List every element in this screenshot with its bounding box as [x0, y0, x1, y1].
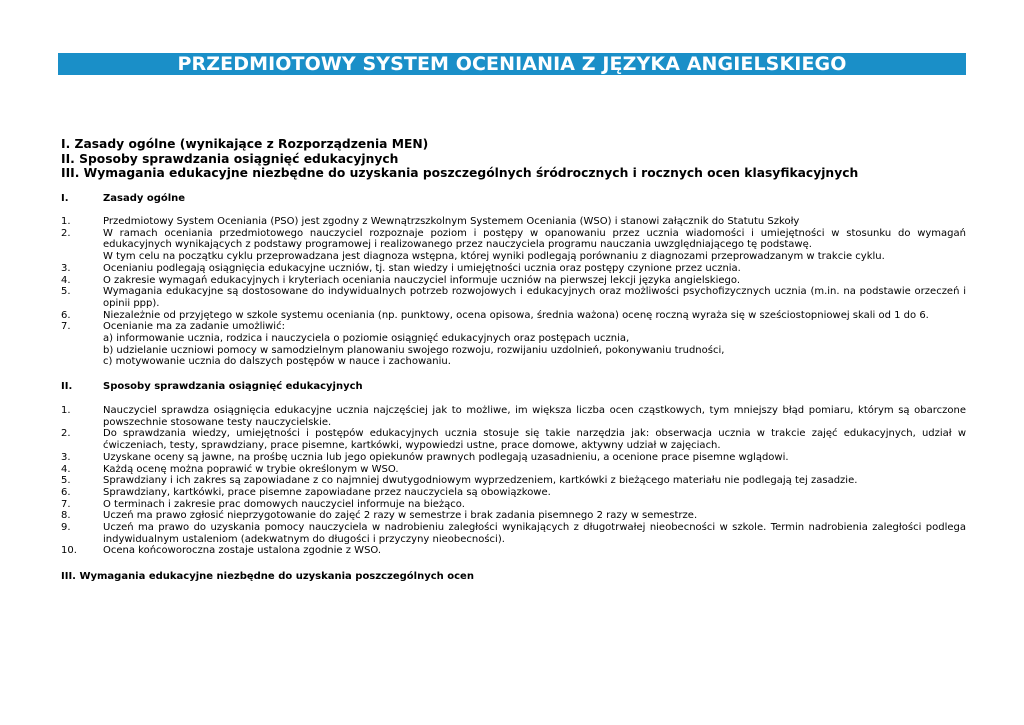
section-1-list	[61, 216, 966, 368]
list-item-number: 7.	[61, 321, 71, 333]
list-item-text	[103, 522, 966, 545]
list-item-text	[103, 510, 966, 522]
list-item	[61, 321, 966, 368]
list-item	[61, 428, 966, 451]
section-1-heading	[61, 193, 185, 205]
list-item-text	[103, 405, 966, 428]
list-item-line: Uczeń ma prawo do uzyskania pomocy nauczyciela w nadrobieniu zaległości wynikających z długotrwałej nieobecności w szkole. Termin nadrobienia zaległości podlega indywidualnym ustaleniom (adekwatnym do długości i przyczyny nieobecności).	[103, 522, 966, 545]
list-item-line: Ocenianiu podlegają osiągnięcia edukacyjne uczniów, tj. stan wiedzy i umiejętności ucznia oraz postępy czynione przez ucznia.	[103, 262, 741, 274]
list-item	[61, 545, 966, 557]
list-item-number: 5.	[61, 286, 71, 298]
list-item-line: W ramach oceniania przedmiotowego nauczyciel rozpoznaje poziom i postępy w opanowaniu przez ucznia wiadomości i umiejętności w stosunku do wymagań edukacyjnych wynikających z podstawy programowej i realizowanego przez nauczyciela programu nauczania uwzględniającego tę podstawę.	[103, 227, 966, 251]
list-item-line: O terminach i zakresie prac domowych nauczyciel informuje na bieżąco.	[103, 498, 465, 510]
list-item-number: 1.	[61, 216, 71, 227]
list-item-line: Sprawdziany i ich zakres są zapowiadane z co najmniej dwutygodniowym wyprzedzeniem, kartkówki z bieżącego materiału nie podlegają tej zasadzie.	[103, 475, 858, 487]
section-2-heading	[61, 381, 363, 393]
list-item	[61, 510, 966, 522]
list-item	[61, 286, 966, 309]
list-item-number: 8.	[61, 510, 71, 522]
list-item-number: 9.	[61, 522, 71, 534]
toc-item: I. Zasady ogólne (wynikające z Rozporządzenia MEN)	[61, 137, 429, 151]
list-item-number: 2.	[61, 428, 71, 440]
list-item	[61, 464, 966, 476]
list-item-text	[103, 545, 966, 557]
toc-item: III. Wymagania edukacyjne niezbędne do uzyskania poszczególnych śródrocznych i rocznych ocen klasyfikacyjnych	[61, 166, 859, 181]
list-item	[61, 499, 966, 511]
list-item	[61, 275, 966, 287]
list-item-text	[103, 428, 966, 451]
list-item	[61, 452, 966, 464]
list-item-line: Wymagania edukacyjne są dostosowane do indywidualnych potrzeb rozwojowych i edukacyjnych oraz możliwości psychofizycznych ucznia (m.in. na podstawie orzeczeń i opinii ppp).	[103, 286, 966, 309]
list-item	[61, 522, 966, 545]
section-1-number: I.	[61, 193, 69, 204]
list-item-text	[103, 321, 966, 368]
section-2-list	[61, 405, 966, 557]
list-item-line: c) motywowanie ucznia do dalszych postępów w nauce i zachowaniu.	[103, 356, 451, 368]
list-item-text	[103, 228, 966, 263]
list-item-line: Nauczyciel sprawdza osiągnięcia edukacyjne ucznia najczęściej jak to możliwe, im większa liczba ocen cząstkowych, tym mniejszy błąd pomiaru, którym są obarczone powszechnie stosowane testy nauczycielskie.	[103, 405, 966, 428]
list-item-number: 7.	[61, 498, 71, 510]
list-item	[61, 228, 966, 263]
section-2-title: Sposoby sprawdzania osiągnięć edukacyjnych	[103, 381, 363, 392]
list-item-line: Każdą ocenę można poprawić w trybie określonym w WSO.	[103, 463, 399, 475]
list-item-number: 3.	[61, 451, 71, 463]
list-item-line: Ocenianie ma za zadanie umożliwić:	[103, 321, 285, 333]
list-item-line: Ocena końcoworoczna zostaje ustalona zgodnie z WSO.	[103, 545, 382, 557]
list-item-text	[103, 487, 966, 499]
list-item-text	[103, 286, 966, 309]
section-1-title: Zasady ogólne	[103, 193, 186, 204]
list-item-text	[103, 310, 966, 322]
list-item-line: Sprawdziany, kartkówki, prace pisemne zapowiadane przez nauczyciela są obowiązkowe.	[103, 486, 551, 498]
list-item-text	[103, 275, 966, 287]
list-item-line: Uzyskane oceny są jawne, na prośbę ucznia lub jego opiekunów prawnych podlegają uzasadnieniu, a ocenione prace pisemne wglądowi.	[103, 451, 789, 463]
list-item-line: Niezależnie od przyjętego w szkole systemu oceniania (np. punktowy, ocena opisowa, średnia ważona) ocenę roczną wyraża się w sześciostopniowej skali od 1 do 6.	[103, 309, 929, 321]
section-3-heading: III. Wymagania edukacyjne niezbędne do uzyskania poszczególnych ocen	[61, 571, 474, 582]
list-item-text	[103, 263, 966, 275]
table-of-contents	[61, 137, 981, 181]
list-item-number: 2.	[61, 227, 71, 239]
section-2-number: II.	[61, 381, 73, 392]
list-item-line: Uczeń ma prawo zgłosić nieprzygotowanie do zajęć 2 razy w semestrze i brak zadania pisemnego 2 razy w semestrze.	[103, 510, 698, 522]
list-item	[61, 487, 966, 499]
list-item-line: O zakresie wymagań edukacyjnych i kryteriach oceniania nauczyciel informuje uczniów na pierwszej lekcji języka angielskiego.	[103, 274, 740, 286]
list-item-number: 5.	[61, 475, 71, 487]
toc-item: II. Sposoby sprawdzania osiągnięć edukacyjnych	[61, 151, 399, 166]
list-item-line: b) udzielanie uczniowi pomocy w samodzielnym planowaniu swojego rozwoju, rozwijaniu uzdolnień, pokonywaniu trudności,	[103, 344, 725, 356]
list-item-number: 6.	[61, 486, 71, 498]
list-item-text	[103, 452, 966, 464]
page-title: PRZEDMIOTOWY SYSTEM OCENIANIA Z JĘZYKA ANGIELSKIEGO	[58, 53, 966, 75]
list-item	[61, 475, 966, 487]
list-item-text	[103, 475, 966, 487]
list-item-number: 3.	[61, 262, 71, 274]
list-item-line: Do sprawdzania wiedzy, umiejętności i postępów edukacyjnych ucznia stosuje się takie narzędzia jak: obserwacja ucznia w trakcie zajęć edukacyjnych, udział w ćwiczeniach, testy, sprawdziany, prace pisemne, kartkówki, wypowiedzi ustne, prace domowe, aktywny udział w zajęciach.	[103, 428, 966, 452]
list-item	[61, 263, 966, 275]
list-item-text	[103, 499, 966, 511]
list-item	[61, 310, 966, 322]
list-item-text	[103, 216, 966, 228]
list-item-text	[103, 464, 966, 476]
list-item	[61, 405, 966, 428]
list-item-line: Przedmiotowy System Oceniania (PSO) jest zgodny z Wewnątrzszkolnym Systemem Oceniania (WSO) i stanowi załącznik do Statutu Szkoły	[103, 216, 800, 227]
list-item-number: 4.	[61, 463, 71, 475]
list-item-number: 4.	[61, 274, 71, 286]
list-item-number: 1.	[61, 405, 71, 416]
list-item-number: 6.	[61, 309, 71, 321]
list-item-line: a) informowanie ucznia, rodzica i nauczyciela o poziomie osiągnięć edukacyjnych oraz postępach ucznia,	[103, 333, 630, 345]
list-item	[61, 216, 966, 228]
list-item-line: W tym celu na początku cyklu przeprowadzana jest diagnoza wstępna, której wyniki podlegają porównaniu z diagnozami przeprowadzanym w trakcie cyklu.	[103, 251, 885, 263]
list-item-number: 10.	[61, 545, 77, 557]
